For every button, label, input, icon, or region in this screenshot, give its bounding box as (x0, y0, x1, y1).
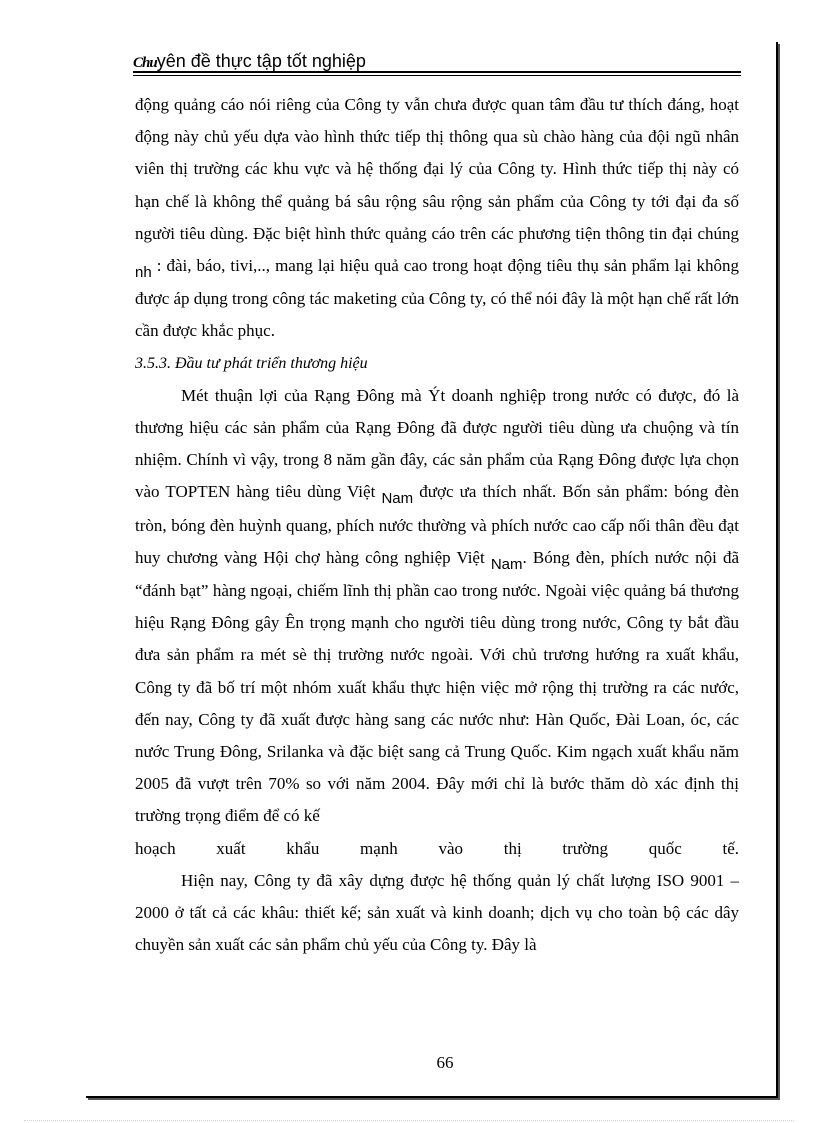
header-rule-thin (133, 75, 741, 76)
paragraph-text: động quảng cáo nói riêng của Công ty vẫn chưa được quan tâm đầu tư thích đáng, hoạt động này chủ yếu dựa vào hình thức tiếp thị thông qua sù chào hàng của đội ngũ nhân viên thị trường các khu vực và hệ thống đại lý của Công ty. Hình thức tiếp thị này có hạn chế là không thể quảng bá sâu rộng sâu rộng sản phẩm của Công ty tới đại đa số người tiêu dùng. Đặc biệt hình thức quảng cáo trên các phương tiện thông tin đại chúng (135, 95, 739, 243)
spread-word: quốc (648, 838, 682, 858)
spread-word: hoạch (135, 838, 176, 858)
paragraph-text: : đài, báo, tivi,.., mang lại hiệu quả cao trong hoạt động tiêu thụ sản phẩm lại không được áp dụng trong công tác maketing của Công ty, có thể nói đây là một hạn chế rất lớn cần được khắc phục. (135, 256, 739, 341)
paragraph-text: Mét thuận lợi của Rạng Đông mà Ýt doanh nghiệp trong nước có được, đó là thương hiệu các sản phẩm của Rạng Đông đã được người tiêu dùng ưa chuộng và tín nhiệm. Chính vì vậy, trong 8 năm gần đây, các sản phẩm của Rạng Đông được lựa chọn vào TOPTEN hàng tiêu dùng Việt (135, 385, 739, 502)
subscript-text: Nam (490, 555, 523, 573)
spread-word: mạnh (360, 838, 398, 858)
subscript-text: Nam (381, 490, 414, 508)
spread-word: thị (503, 838, 522, 858)
spread-word: vào (438, 838, 464, 858)
paragraph-advertising (135, 89, 739, 348)
spread-word: khẩu (286, 838, 320, 858)
subscript-text: nh (135, 264, 152, 282)
paragraph-brand (135, 380, 739, 833)
header-rule (133, 71, 741, 73)
header-title: yên đề thực tập tốt nghiệp (156, 51, 366, 71)
spread-word: trường (562, 838, 609, 858)
spread-word: xuất (216, 838, 246, 858)
paragraph-text: . Bóng đèn, phích nước nội đã “đánh bạt” hàng ngoại, chiếm lĩnh thị phần cao trong nước. Ngoài việc quảng bá thương hiệu Rạng Đông gây Ên trọng mạnh cho người tiêu dùng trong nước, Công ty bắt đầu đưa sản phẩm ra mét sè thị trường nước ngoài. Với chủ trương hướng ra xuất khẩu, Công ty đã bố trí một nhóm xuất khẩu thực hiện việc mở rộng thị trường ra các nước, đến nay, Công ty đã xuất được hàng sang các nước như: Hàn Quốc, Đài Loan, óc, các nước Trung Đông, Srilanka và đặc biệt sang cả Trung Quốc. Kim ngạch xuất khẩu năm 2005 đã vượt trên 70% so với năm 2004. Đây mới chỉ là bước thăm dò xác định thị trường trọng điểm để có kế (135, 547, 739, 826)
spread-word: tế. (722, 838, 739, 858)
running-header (133, 49, 741, 73)
paragraph-brand-last-line (135, 833, 739, 865)
page-number: 66 (436, 1053, 454, 1072)
paragraph-iso: Hiện nay, Công ty đã xây dựng được hệ thống quản lý chất lượng ISO 9001 – 2000 ở tất cả các khâu: thiết kế; sản xuất và kinh doanh; dịch vụ cho toàn bộ các dây chuyền sản xuất các sản phẩm chủ yếu của Công ty. Đây là (135, 870, 739, 955)
document-body (135, 89, 739, 961)
paragraph-text: được ưa thích nhất. Bốn sản phẩm: bóng đèn tròn, bóng đèn huỳnh quang, phích nước thường và phích nước cao cấp nối thân đều đạt huy chương vàng Hội chợ hàng công nghiệp Việt (135, 482, 739, 567)
section-heading: 3.5.3. Đầu tư phát triển thương hiệu (135, 354, 368, 372)
header-flourish: Chu (133, 55, 157, 71)
page-bottom-divider (24, 1120, 794, 1121)
